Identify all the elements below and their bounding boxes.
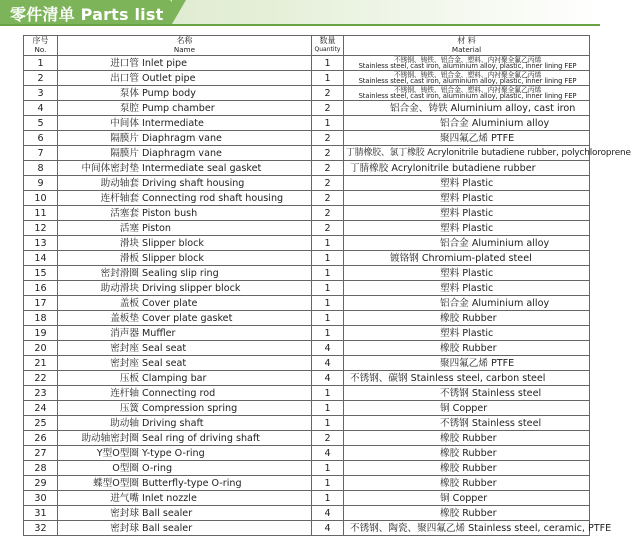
part-name-zh: 盖板 bbox=[119, 297, 139, 309]
table-row bbox=[24, 431, 590, 446]
table-row bbox=[24, 251, 590, 266]
table-row bbox=[24, 146, 590, 161]
row-number: 21 bbox=[24, 356, 58, 371]
part-name bbox=[58, 266, 312, 281]
header-name-en: Name bbox=[173, 44, 196, 54]
part-material bbox=[344, 266, 590, 281]
row-number: 15 bbox=[24, 266, 58, 281]
part-name-zh: 连杆轴套 bbox=[100, 192, 139, 204]
part-material bbox=[344, 56, 590, 71]
part-quantity: 4 bbox=[312, 341, 344, 356]
part-name-zh: 活塞 bbox=[119, 222, 139, 234]
row-number: 30 bbox=[24, 491, 58, 506]
part-name-en: Sealing slip ring bbox=[142, 267, 219, 279]
material-text: 橡胶 Rubber bbox=[440, 432, 497, 444]
material-text: 不锈钢、碳钢 Stainless steel, carbon steel bbox=[350, 372, 546, 384]
material-en: Stainless steel, cast iron, aluminium alloy, plastic, inner lining FEP bbox=[358, 62, 577, 70]
header-quantity bbox=[312, 36, 344, 56]
table-row bbox=[24, 521, 590, 536]
part-material bbox=[344, 506, 590, 521]
part-quantity: 1 bbox=[312, 416, 344, 431]
part-name-zh: 消声器 bbox=[110, 327, 139, 339]
part-material bbox=[344, 386, 590, 401]
part-name-zh: 泵体 bbox=[119, 87, 139, 99]
table-row bbox=[24, 86, 590, 101]
table-row bbox=[24, 206, 590, 221]
part-name-zh: 出口管 bbox=[110, 72, 139, 84]
part-name-zh: 进气嘴 bbox=[110, 492, 139, 504]
part-name bbox=[58, 86, 312, 101]
part-name bbox=[58, 296, 312, 311]
table-row bbox=[24, 461, 590, 476]
row-number: 19 bbox=[24, 326, 58, 341]
part-name-zh: 助动轴密封圈 bbox=[81, 432, 139, 444]
table-row bbox=[24, 296, 590, 311]
row-number: 4 bbox=[24, 101, 58, 116]
part-quantity: 1 bbox=[312, 491, 344, 506]
header-mat-zh: 材 料 bbox=[457, 36, 476, 45]
header-no bbox=[24, 36, 58, 56]
part-name bbox=[58, 506, 312, 521]
material-text: 塑料 Plastic bbox=[440, 267, 494, 279]
part-name-en: Seal seat bbox=[142, 342, 187, 354]
table-row bbox=[24, 131, 590, 146]
part-name-zh: 助动轴套 bbox=[100, 177, 139, 189]
part-name bbox=[58, 341, 312, 356]
part-quantity: 2 bbox=[312, 146, 344, 161]
table-row bbox=[24, 161, 590, 176]
table-row bbox=[24, 176, 590, 191]
part-name-en: Inlet nozzle bbox=[142, 492, 197, 504]
part-name-en: Driving shaft housing bbox=[142, 177, 245, 189]
part-name bbox=[58, 116, 312, 131]
part-quantity: 1 bbox=[312, 401, 344, 416]
part-quantity: 4 bbox=[312, 446, 344, 461]
part-quantity: 1 bbox=[312, 326, 344, 341]
table-body bbox=[24, 55, 631, 536]
part-name-en: Cover plate bbox=[142, 297, 198, 309]
part-name bbox=[58, 401, 312, 416]
material-text: 橡胶 Rubber bbox=[440, 342, 497, 354]
material-zh: 不锈钢、铸铁、铝合金、塑料、内衬聚全氟乙丙烯 bbox=[393, 85, 542, 94]
table-row bbox=[24, 371, 590, 386]
part-name-zh: 滑块 bbox=[119, 237, 139, 249]
part-name-en: Diaphragm vane bbox=[142, 147, 222, 159]
part-quantity: 4 bbox=[312, 506, 344, 521]
row-number: 3 bbox=[24, 86, 58, 101]
part-name-en: Outlet pipe bbox=[142, 72, 196, 84]
part-name-en: Slipper block bbox=[142, 252, 204, 264]
part-quantity: 1 bbox=[312, 281, 344, 296]
part-quantity: 2 bbox=[312, 221, 344, 236]
part-name-zh: 助动滑块 bbox=[100, 282, 139, 294]
part-name-zh: 压板 bbox=[119, 372, 139, 384]
part-quantity: 1 bbox=[312, 296, 344, 311]
material-text: 不锈钢 Stainless steel bbox=[440, 387, 542, 399]
header-name-zh: 名称 bbox=[176, 36, 193, 45]
part-name bbox=[58, 461, 312, 476]
table-row bbox=[24, 341, 590, 356]
part-name bbox=[58, 521, 312, 536]
row-number: 28 bbox=[24, 461, 58, 476]
part-name-en: Ball sealer bbox=[142, 522, 193, 534]
material-text: 丁腈橡胶 Acrylonitrile butadiene rubber bbox=[350, 162, 536, 174]
part-quantity: 2 bbox=[312, 101, 344, 116]
part-name-zh: 密封球 bbox=[110, 522, 139, 534]
part-name-en: Driving slipper block bbox=[142, 282, 241, 294]
part-quantity: 1 bbox=[312, 236, 344, 251]
material-text: 塑料 Plastic bbox=[440, 327, 494, 339]
part-name bbox=[58, 311, 312, 326]
part-material bbox=[344, 461, 590, 476]
part-name-en: Compression spring bbox=[142, 402, 238, 414]
material-text: 塑料 Plastic bbox=[440, 207, 494, 219]
row-number: 12 bbox=[24, 221, 58, 236]
table-row bbox=[24, 56, 590, 71]
part-quantity: 1 bbox=[312, 311, 344, 326]
material-text: 塑料 Plastic bbox=[440, 177, 494, 189]
part-name-zh: O型圈 bbox=[112, 462, 139, 474]
part-material bbox=[344, 281, 590, 296]
part-material bbox=[344, 311, 590, 326]
material-text: 橡胶 Rubber bbox=[440, 447, 497, 459]
material-text: 塑料 Plastic bbox=[440, 222, 494, 234]
part-material bbox=[344, 476, 590, 491]
header-mat-en: Material bbox=[451, 44, 482, 54]
part-name bbox=[58, 446, 312, 461]
part-name-en: Seal ring of driving shaft bbox=[142, 432, 260, 444]
part-material bbox=[344, 176, 590, 191]
material-text: 不锈钢、陶瓷、聚四氟乙烯 Stainless steel, ceramic, PTFE bbox=[350, 522, 612, 534]
part-name-zh: 压簧 bbox=[119, 402, 139, 414]
part-name bbox=[58, 416, 312, 431]
material-text: 铜 Copper bbox=[440, 402, 488, 414]
part-name-en: Connecting rod shaft housing bbox=[142, 192, 284, 204]
part-name-en: Cover plate gasket bbox=[142, 312, 233, 324]
material-text: 铝合金、铸铁 Aluminium alloy, cast iron bbox=[390, 102, 576, 114]
row-number: 2 bbox=[24, 71, 58, 86]
table-row bbox=[24, 311, 590, 326]
part-name-zh: 密封滑圈 bbox=[100, 267, 139, 279]
material-text: 丁腈橡胶、氯丁橡胶 Acrylonitrile butadiene rubber, polychloroprene bbox=[346, 148, 631, 158]
part-quantity: 2 bbox=[312, 176, 344, 191]
parts-table bbox=[23, 35, 631, 536]
part-material bbox=[344, 146, 631, 161]
header-qty-en: Quantity bbox=[314, 45, 341, 53]
part-name-en: Pump body bbox=[142, 87, 196, 99]
part-material bbox=[344, 191, 590, 206]
material-text: 聚四氟乙烯 PTFE bbox=[440, 132, 515, 144]
part-name-en: Connecting rod bbox=[142, 387, 216, 399]
row-number: 24 bbox=[24, 401, 58, 416]
part-name bbox=[58, 56, 312, 71]
part-name bbox=[58, 71, 312, 86]
part-name-zh: 盖板垫 bbox=[110, 312, 139, 324]
row-number: 8 bbox=[24, 161, 58, 176]
part-name-zh: 滑板 bbox=[119, 252, 139, 264]
part-name bbox=[58, 161, 312, 176]
part-name-zh: 密封球 bbox=[110, 507, 139, 519]
part-material bbox=[344, 341, 590, 356]
part-name-en: Piston bbox=[142, 222, 171, 234]
material-zh: 不锈钢、铸铁、铝合金、塑料、内衬聚全氟乙丙烯 bbox=[393, 55, 542, 64]
row-number: 17 bbox=[24, 296, 58, 311]
table-row bbox=[24, 101, 590, 116]
part-name bbox=[58, 371, 312, 386]
part-name-en: Diaphragm vane bbox=[142, 132, 222, 144]
row-number: 20 bbox=[24, 341, 58, 356]
header-underline bbox=[0, 24, 600, 26]
part-name bbox=[58, 236, 312, 251]
row-number: 22 bbox=[24, 371, 58, 386]
part-name-en: Driving shaft bbox=[142, 417, 204, 429]
part-material bbox=[344, 86, 590, 101]
part-material bbox=[344, 116, 590, 131]
table-row bbox=[24, 416, 590, 431]
part-material bbox=[344, 131, 590, 146]
part-material bbox=[344, 251, 590, 266]
part-name-zh: 助动轴 bbox=[110, 417, 139, 429]
part-name bbox=[58, 206, 312, 221]
header-no-zh: 序号 bbox=[32, 36, 49, 45]
part-quantity: 1 bbox=[312, 461, 344, 476]
part-name-en: Intermediate seal gasket bbox=[142, 162, 262, 174]
material-text: 铝合金 Aluminium alloy bbox=[440, 297, 550, 309]
part-name-zh: 密封座 bbox=[110, 357, 139, 369]
row-number: 26 bbox=[24, 431, 58, 446]
part-name-zh: 中间体密封垫 bbox=[81, 162, 139, 174]
material-text: 聚四氟乙烯 PTFE bbox=[440, 357, 515, 369]
part-material bbox=[344, 101, 590, 116]
row-number: 16 bbox=[24, 281, 58, 296]
part-name-en: Ball sealer bbox=[142, 507, 193, 519]
row-number: 32 bbox=[24, 521, 58, 536]
row-number: 27 bbox=[24, 446, 58, 461]
material-en: Stainless steel, cast iron, aluminium alloy, plastic, inner lining FEP bbox=[358, 92, 577, 100]
part-name bbox=[58, 191, 312, 206]
part-name-en: Muffler bbox=[142, 327, 176, 339]
row-number: 1 bbox=[24, 56, 58, 71]
material-text: 塑料 Plastic bbox=[440, 192, 494, 204]
row-number: 10 bbox=[24, 191, 58, 206]
table-row bbox=[24, 191, 590, 206]
part-name-zh: 进口管 bbox=[110, 57, 139, 69]
part-material bbox=[344, 221, 590, 236]
part-name bbox=[58, 146, 312, 161]
row-number: 31 bbox=[24, 506, 58, 521]
part-name bbox=[58, 281, 312, 296]
part-name bbox=[58, 131, 312, 146]
part-quantity: 1 bbox=[312, 386, 344, 401]
row-number: 18 bbox=[24, 311, 58, 326]
material-text: 橡胶 Rubber bbox=[440, 312, 497, 324]
header-no-en: No. bbox=[34, 44, 47, 54]
header-qty-zh: 数量 bbox=[319, 36, 336, 45]
row-number: 25 bbox=[24, 416, 58, 431]
part-name-en: Butterfly-type O-ring bbox=[142, 477, 242, 489]
part-quantity: 1 bbox=[312, 116, 344, 131]
row-number: 5 bbox=[24, 116, 58, 131]
part-name bbox=[58, 356, 312, 371]
part-material bbox=[344, 521, 612, 536]
part-material bbox=[344, 491, 590, 506]
row-number: 9 bbox=[24, 176, 58, 191]
table-row bbox=[24, 221, 590, 236]
part-name bbox=[58, 491, 312, 506]
row-number: 6 bbox=[24, 131, 58, 146]
page-title: 零件清单 Parts list bbox=[10, 5, 164, 24]
row-number: 11 bbox=[24, 206, 58, 221]
part-name-zh: 隔膜片 bbox=[110, 132, 139, 144]
part-material bbox=[344, 416, 590, 431]
table-row bbox=[24, 281, 590, 296]
part-quantity: 1 bbox=[312, 71, 344, 86]
part-name-en: Piston bush bbox=[142, 207, 198, 219]
part-quantity: 2 bbox=[312, 431, 344, 446]
material-text: 不锈钢 Stainless steel bbox=[440, 417, 542, 429]
part-material bbox=[344, 296, 590, 311]
part-name-en: Y-type O-ring bbox=[142, 447, 205, 459]
part-name-zh: 泵腔 bbox=[119, 102, 139, 114]
table-row bbox=[24, 386, 590, 401]
table-row bbox=[24, 326, 590, 341]
row-number: 13 bbox=[24, 236, 58, 251]
part-material bbox=[344, 161, 590, 176]
table-row bbox=[24, 491, 590, 506]
part-name-zh: 隔膜片 bbox=[110, 147, 139, 159]
part-material bbox=[344, 401, 590, 416]
header-name bbox=[58, 36, 312, 56]
table-row bbox=[24, 401, 590, 416]
material-text: 铝合金 Aluminium alloy bbox=[440, 117, 550, 129]
part-name-en: Intermediate bbox=[142, 117, 204, 129]
part-quantity: 2 bbox=[312, 206, 344, 221]
row-number: 29 bbox=[24, 476, 58, 491]
table-row bbox=[24, 506, 590, 521]
part-quantity: 4 bbox=[312, 371, 344, 386]
row-number: 14 bbox=[24, 251, 58, 266]
part-material bbox=[344, 206, 590, 221]
part-quantity: 4 bbox=[312, 521, 344, 536]
part-name-en: Inlet pipe bbox=[142, 57, 188, 69]
material-text: 铝合金 Aluminium alloy bbox=[440, 237, 550, 249]
part-name bbox=[58, 176, 312, 191]
table-row bbox=[24, 446, 590, 461]
part-name-zh: Y型O型圈 bbox=[96, 447, 139, 459]
table-row bbox=[24, 266, 590, 281]
part-material bbox=[344, 446, 590, 461]
part-quantity: 1 bbox=[312, 476, 344, 491]
part-name-zh: 蝶型O型圈 bbox=[93, 477, 139, 489]
table-row bbox=[24, 116, 590, 131]
row-number: 23 bbox=[24, 386, 58, 401]
part-name bbox=[58, 251, 312, 266]
material-text: 镀铬钢 Chromium-plated steel bbox=[390, 252, 532, 264]
part-name-zh: 密封座 bbox=[110, 342, 139, 354]
part-material bbox=[344, 71, 590, 86]
table-row bbox=[24, 71, 590, 86]
table-row bbox=[24, 356, 590, 371]
part-name bbox=[58, 221, 312, 236]
part-name-en: O-ring bbox=[142, 462, 173, 474]
part-name-zh: 活塞套 bbox=[110, 207, 139, 219]
part-quantity: 1 bbox=[312, 266, 344, 281]
table-header-row bbox=[24, 36, 590, 56]
material-zh: 不锈钢、铸铁、铝合金、塑料、内衬聚全氟乙丙烯 bbox=[393, 70, 542, 79]
part-name-zh: 连杆轴 bbox=[110, 387, 139, 399]
part-material bbox=[344, 356, 590, 371]
part-quantity: 1 bbox=[312, 251, 344, 266]
material-text: 橡胶 Rubber bbox=[440, 507, 497, 519]
part-name bbox=[58, 326, 312, 341]
material-text: 橡胶 Rubber bbox=[440, 477, 497, 489]
part-quantity: 1 bbox=[312, 56, 344, 71]
part-name bbox=[58, 101, 312, 116]
part-quantity: 2 bbox=[312, 86, 344, 101]
part-name-en: Clamping bar bbox=[142, 372, 207, 384]
header-material bbox=[344, 36, 590, 56]
part-material bbox=[344, 431, 590, 446]
part-quantity: 4 bbox=[312, 356, 344, 371]
material-text: 橡胶 Rubber bbox=[440, 462, 497, 474]
material-text: 铜 Copper bbox=[440, 492, 488, 504]
table-row bbox=[24, 476, 590, 491]
part-material bbox=[344, 236, 590, 251]
part-name bbox=[58, 431, 312, 446]
part-name-en: Seal seat bbox=[142, 357, 187, 369]
part-name-en: Pump chamber bbox=[142, 102, 215, 114]
table-row bbox=[24, 236, 590, 251]
part-quantity: 2 bbox=[312, 161, 344, 176]
part-quantity: 2 bbox=[312, 191, 344, 206]
material-en: Stainless steel, cast iron, aluminium alloy, plastic, inner lining FEP bbox=[358, 77, 577, 85]
material-text: 塑料 Plastic bbox=[440, 282, 494, 294]
part-material bbox=[344, 326, 590, 341]
row-number: 7 bbox=[24, 146, 58, 161]
header-banner bbox=[0, 0, 600, 24]
part-name-en: Slipper block bbox=[142, 237, 204, 249]
part-quantity: 2 bbox=[312, 131, 344, 146]
part-material bbox=[344, 371, 590, 386]
part-name-zh: 中间体 bbox=[110, 117, 139, 129]
part-name bbox=[58, 476, 312, 491]
part-name bbox=[58, 386, 312, 401]
